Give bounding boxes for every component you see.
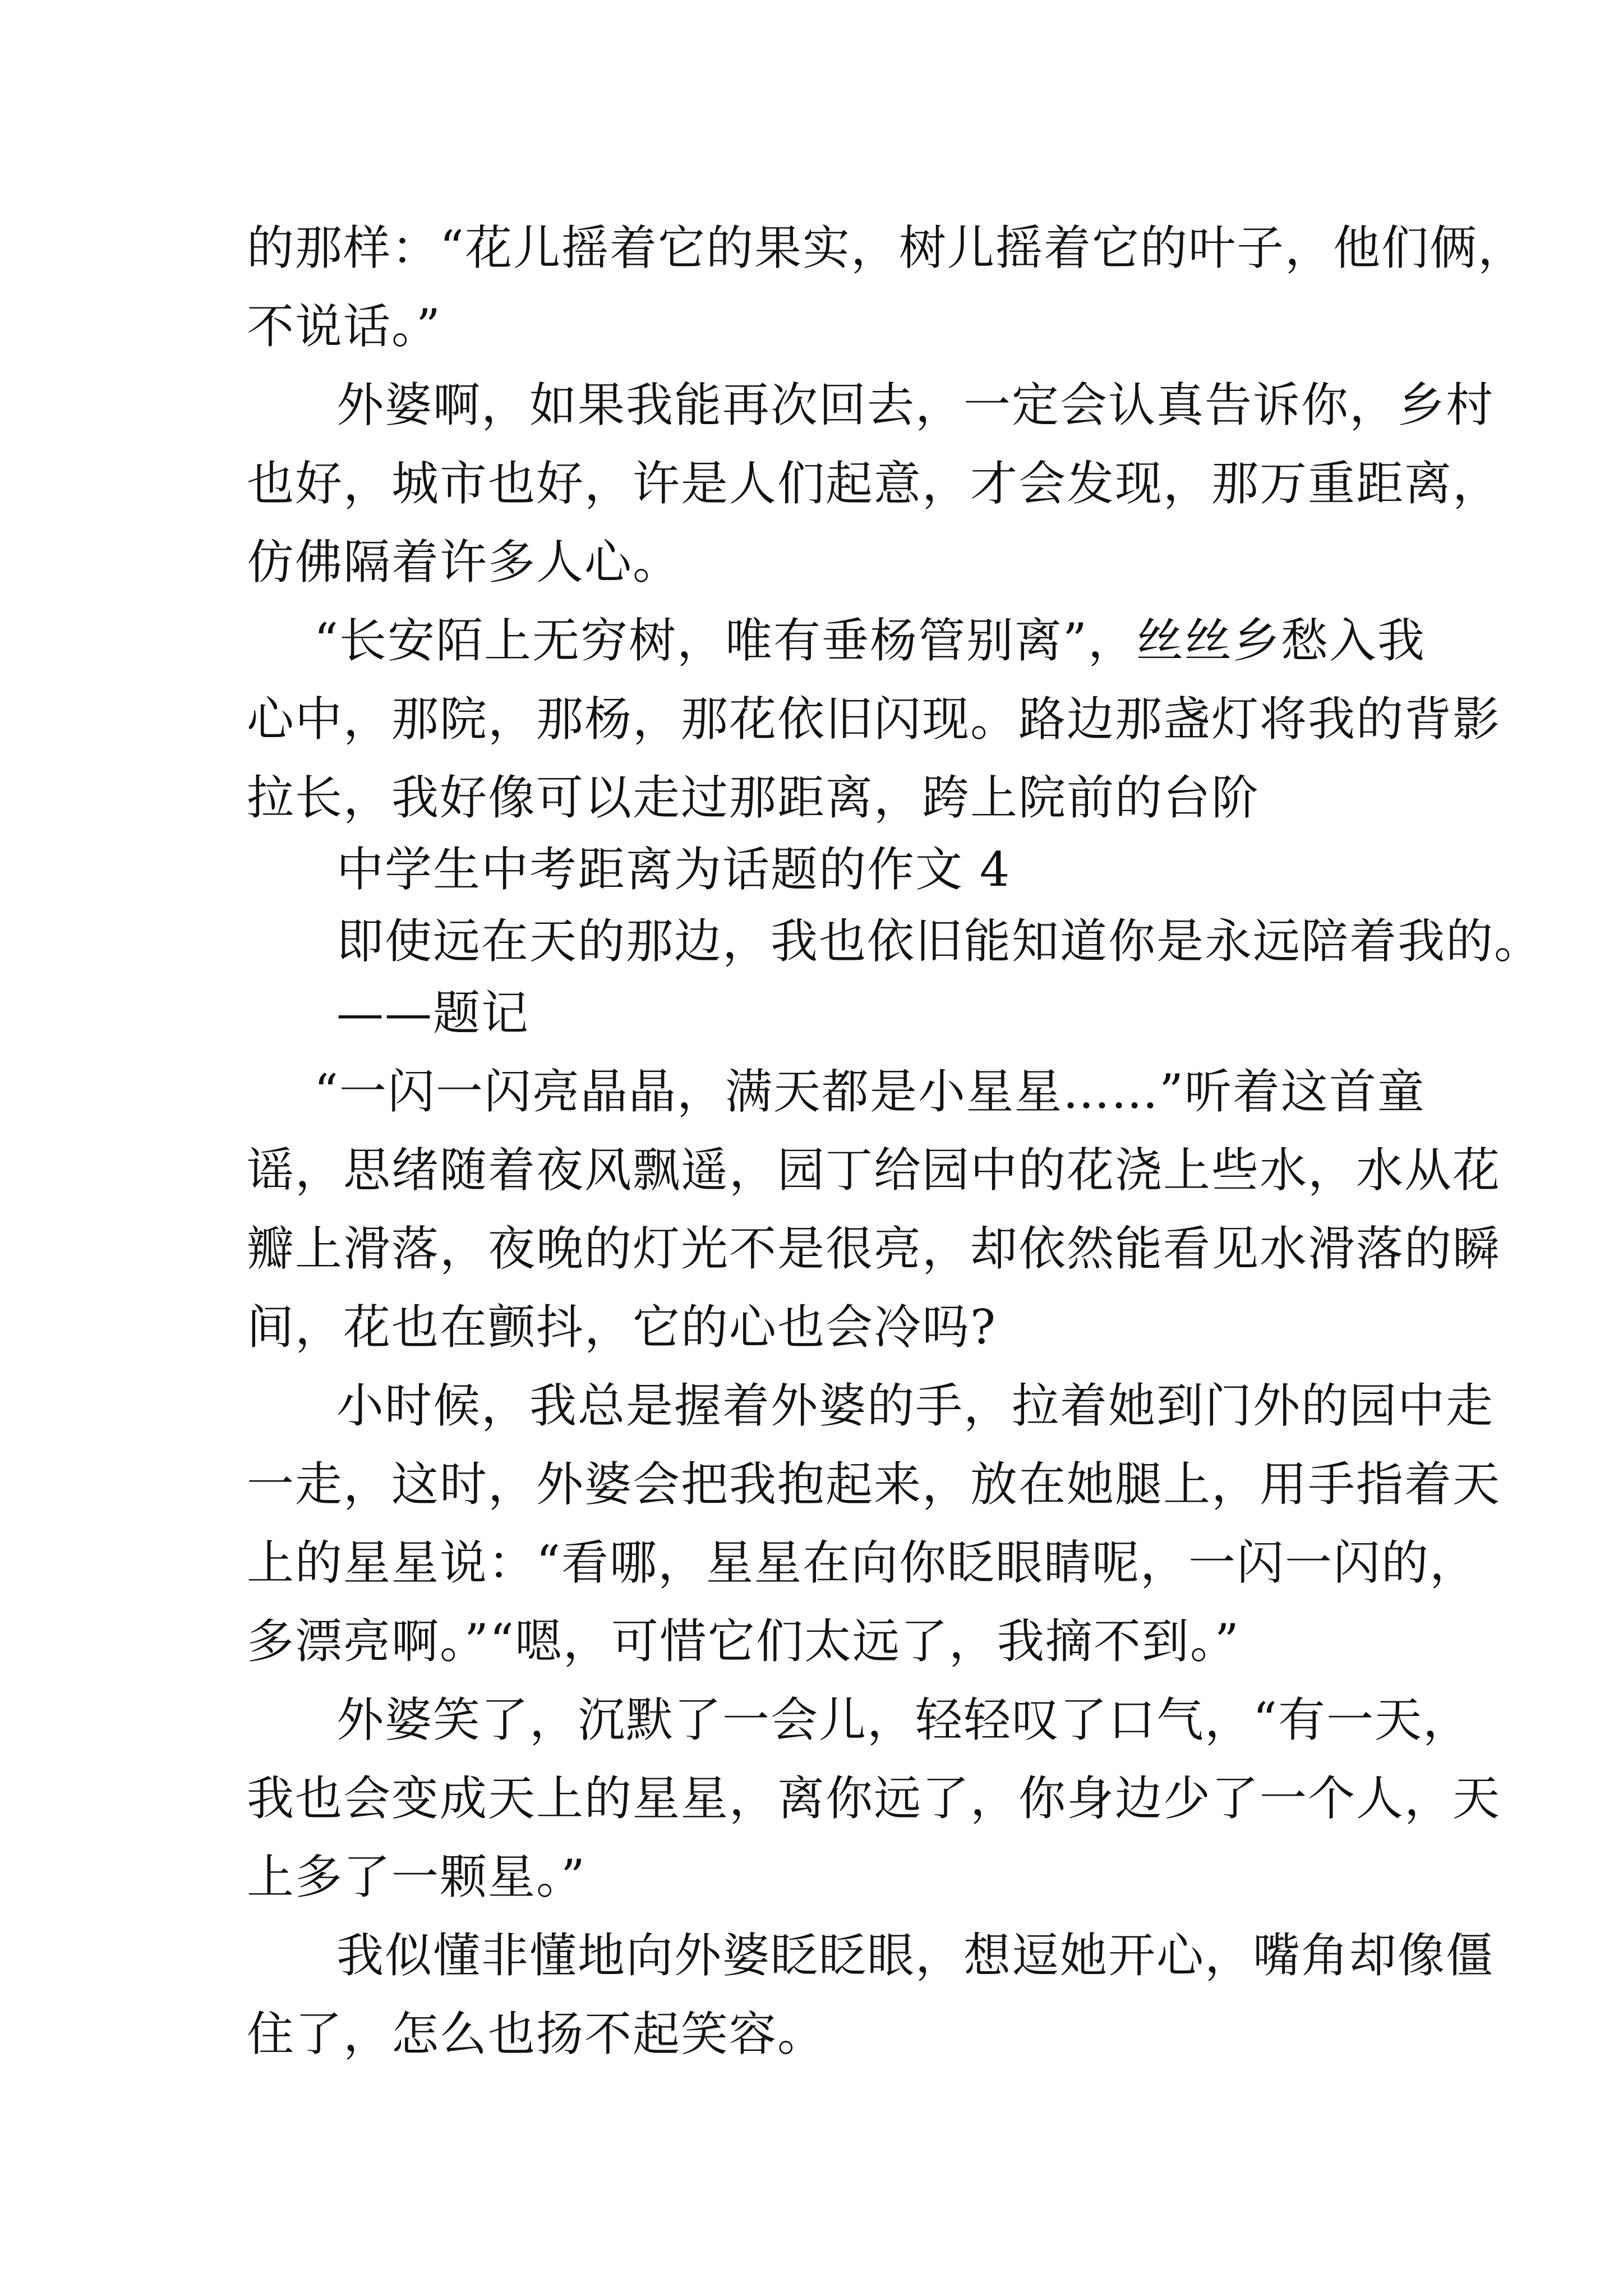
text-line: 外婆笑了，沉默了一会儿，轻轻叹了口气，“有一天， bbox=[336, 1692, 1471, 1747]
text-line: 上的星星说：“看哪，星星在向你眨眼睛呢，一闪一闪的， bbox=[247, 1535, 1478, 1590]
text-line: 我也会变成天上的星星，离你远了，你身边少了一个人，天 bbox=[247, 1771, 1501, 1826]
text-line: 多漂亮啊。”“嗯，可惜它们太远了，我摘不到。” bbox=[247, 1614, 1240, 1669]
text-line: 小时候，我总是握着外婆的手，拉着她到门外的园中走 bbox=[336, 1378, 1495, 1433]
text-line: 外婆啊，如果我能再次回去，一定会认真告诉你，乡村 bbox=[336, 378, 1495, 432]
text-line: 即使远在天的那边，我也依旧能知道你是永远陪着我的。 bbox=[336, 914, 1543, 969]
text-line: 一走，这时，外婆会把我抱起来，放在她腿上，用手指着天 bbox=[247, 1457, 1501, 1512]
text-line: 间，花也在颤抖，它的心也会冷吗? bbox=[247, 1300, 997, 1355]
text-line: 谣，思绪随着夜风飘遥，园丁给园中的花浇上些水，水从花 bbox=[247, 1143, 1501, 1198]
text-line: ——题记 bbox=[336, 986, 530, 1041]
text-line: 仿佛隔着许多人心。 bbox=[247, 535, 681, 590]
text-line: 我似懂非懂地向外婆眨眨眼，想逗她开心，嘴角却像僵 bbox=[336, 1928, 1495, 1983]
text-line: 心中，那院，那杨，那花依旧闪现。路边那盏灯将我的背影 bbox=[247, 692, 1501, 747]
text-line: 不说话。” bbox=[247, 299, 441, 354]
text-line: 也好，城市也好，许是人们起意，才会发现，那万重距离， bbox=[247, 456, 1501, 511]
text-line: 的那样：“花儿摇着它的果实，树儿摇着它的叶子，他们俩， bbox=[247, 220, 1526, 275]
text-line: 拉长，我好像可以走过那距离，跨上院前的台阶 bbox=[247, 770, 1260, 825]
section-heading: 中学生中考距离为话题的作文 4 bbox=[336, 842, 1011, 897]
text-line: “长安陌上无穷树，唯有垂杨管别离”，丝丝乡愁入我 bbox=[314, 613, 1426, 668]
text-line: “一闪一闪亮晶晶，满天都是小星星……”听着这首童 bbox=[314, 1064, 1426, 1119]
text-line: 瓣上滑落，夜晚的灯光不是很亮，却依然能看见水滑落的瞬 bbox=[247, 1221, 1501, 1276]
text-line: 上多了一颗星。” bbox=[247, 1849, 586, 1904]
text-line: 住了，怎么也扬不起笑容。 bbox=[247, 2007, 826, 2062]
